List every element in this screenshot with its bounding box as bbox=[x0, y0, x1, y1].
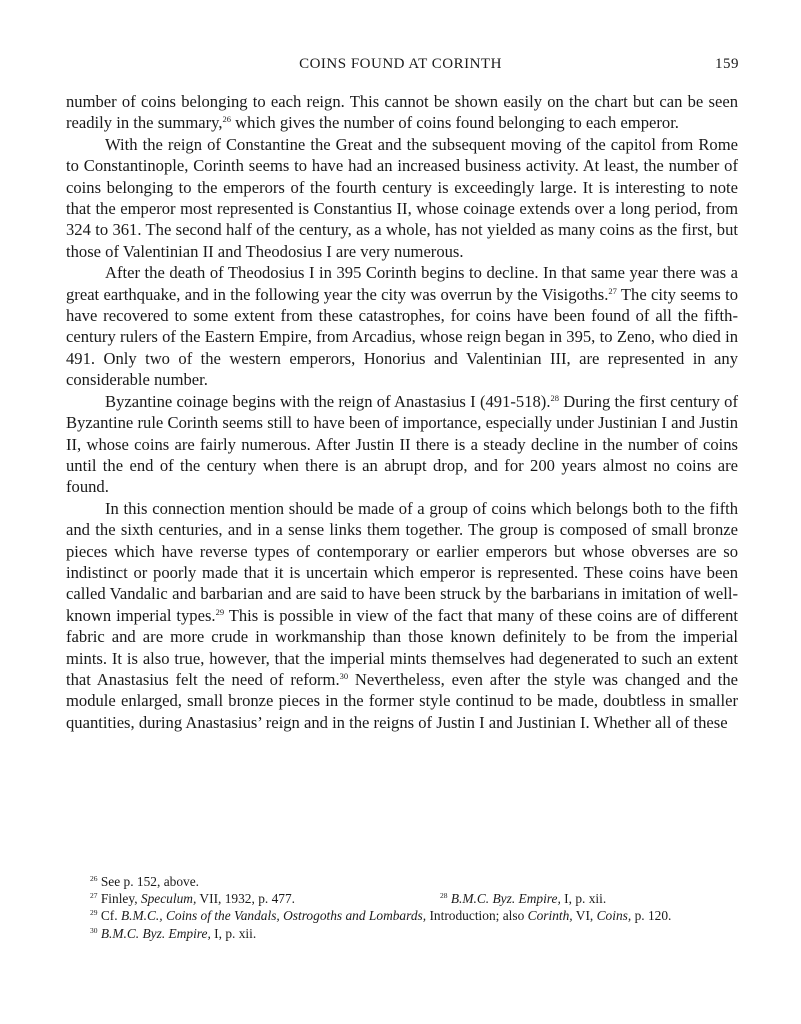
footnote-30-text: I, p. xii. bbox=[210, 925, 257, 941]
running-title: COINS FOUND AT CORINTH bbox=[299, 56, 502, 72]
footnote-30 bbox=[66, 925, 738, 942]
footnote-29-text-b: Introduction; also bbox=[426, 908, 528, 924]
paragraph-3-text-a: After the death of Theodosius I in 395 Corinth begins to decline. In that same year there was a great earthquake, and in the following year the city was overrun by the Visigoths. bbox=[66, 263, 738, 304]
footnote-26 bbox=[66, 873, 738, 890]
footnote-28-text: I, p. xii. bbox=[560, 891, 607, 907]
footnote-29-title-3: Coins, bbox=[596, 908, 632, 924]
body-text bbox=[66, 91, 738, 733]
paragraph-2: With the reign of Constantine the Great and the subsequent moving of the capitol from Rome to Constantinople, Corinth seems to have had an increased business activity. At least, the number of coins belonging to the emperors of the fourth century is exceedingly large. It is interesting to note that the emperor most represented is Constantius II, whose coinage extends over a long period, from 324 to 361. The second half of the century, as a whole, has not yielded as many coins as the first, but those of Valentinian II and Theodosius I are very numerous. bbox=[66, 134, 738, 261]
footnote-27-number: 27 bbox=[90, 891, 98, 901]
paragraph-3-text-b: The city seems to have recovered to some extent from these catastrophes, for coins have been found of all the fifth-century rulers of the Eastern Empire, from Arcadius, whose reign began in 395, to Zeno, who died in 491. Only two of the western emperors, Honorius and Valentinian III, are represented in any considerable number. bbox=[66, 284, 738, 390]
paragraph-5-text-c: Nevertheless, even after the style was changed and the module enlarged, small bronze pieces in the former style continud to be made, doubtless in smaller quantities, during Anastasius’ reign and in the reigns of Justin I and Justinian I. Whether all of these bbox=[66, 669, 738, 732]
footnote-29-title-2: Corinth, bbox=[527, 908, 573, 924]
paragraph-4 bbox=[66, 391, 738, 498]
footnote-29-title-1: B.M.C., Coins of the Vandals, Ostrogoths and Lombards, bbox=[120, 908, 427, 924]
paragraph-4-text-b: During the first century of Byzantine rule Corinth seems still to have been of importance, especially under Justinian I and Justin II, whose coins are fairly numerous. After Justin II there is a steady decline in the number of coins until the end of the century when there is an abrupt drop, and for 200 years almost no coins are found. bbox=[66, 391, 738, 497]
footnote-30-number: 30 bbox=[90, 925, 98, 935]
footnote-27-text-b: VII, 1932, p. 477. bbox=[196, 891, 296, 907]
footnote-29-text-d: p. 120. bbox=[631, 908, 672, 924]
footnote-29-text-c: VI, bbox=[572, 908, 597, 924]
footnote-29 bbox=[66, 907, 738, 924]
footnote-ref-26: 26 bbox=[222, 114, 232, 125]
footnote-29-number: 29 bbox=[90, 908, 98, 918]
footnotes bbox=[66, 873, 738, 942]
footnote-28-number: 28 bbox=[440, 891, 448, 901]
footnote-27-journal: Speculum, bbox=[140, 891, 197, 907]
paragraph-4-text-a: Byzantine coinage begins with the reign of Anastasius I (491-518). bbox=[105, 391, 551, 411]
footnote-29-text-a: Cf. bbox=[97, 908, 121, 924]
paragraph-1-text-a: number of coins belonging to each reign. This cannot be shown easily on the chart but can be seen readily in the summary, bbox=[66, 92, 738, 133]
footnote-26-number: 26 bbox=[90, 874, 98, 883]
footnote-ref-27: 27 bbox=[608, 285, 617, 296]
paragraph-5 bbox=[66, 498, 738, 733]
footnote-26-text: See p. 152, above. bbox=[97, 874, 200, 889]
footnote-27 bbox=[90, 890, 440, 907]
paragraph-5-text-b: This is possible in view of the fact that many of these coins are of different fabric and are more crude in workmanship than those known definitely to be from the imperial mints. It is also true, however, that the imperial mints themselves had degenerated to such an extent that Anastasius felt the need of reform. bbox=[66, 605, 738, 689]
paragraph-5-text-a: In this connection mention should be made of a group of coins which belongs both to the fifth and the sixth centuries, and in a sense links them together. The group is composed of small bronze pieces which have reverse types of contemporary or earlier emperors but whose obverses are so indistinct or poorly made that it is uncertain which emperor is represented. These coins have been called Vandalic and barbarian and are said to have been struck by the barbarians in imitation of well-known imperial types. bbox=[66, 498, 738, 625]
footnote-28 bbox=[440, 890, 606, 907]
paragraph-3 bbox=[66, 262, 738, 390]
paragraph-1 bbox=[66, 91, 738, 134]
footnote-ref-28: 28 bbox=[550, 392, 559, 403]
footnote-ref-29: 29 bbox=[215, 606, 225, 617]
footnote-27-text-a: Finley, bbox=[97, 891, 141, 907]
paragraph-1-text-b: which gives the number of coins found belonging to each emperor. bbox=[231, 113, 679, 133]
footnote-row-27-28 bbox=[66, 890, 738, 907]
footnote-ref-30: 30 bbox=[339, 670, 349, 681]
footnote-28-title: B.M.C. Byz. Empire, bbox=[447, 891, 561, 907]
running-head bbox=[0, 56, 801, 80]
footnote-30-title: B.M.C. Byz. Empire, bbox=[97, 925, 211, 941]
page-number: 159 bbox=[715, 56, 739, 72]
